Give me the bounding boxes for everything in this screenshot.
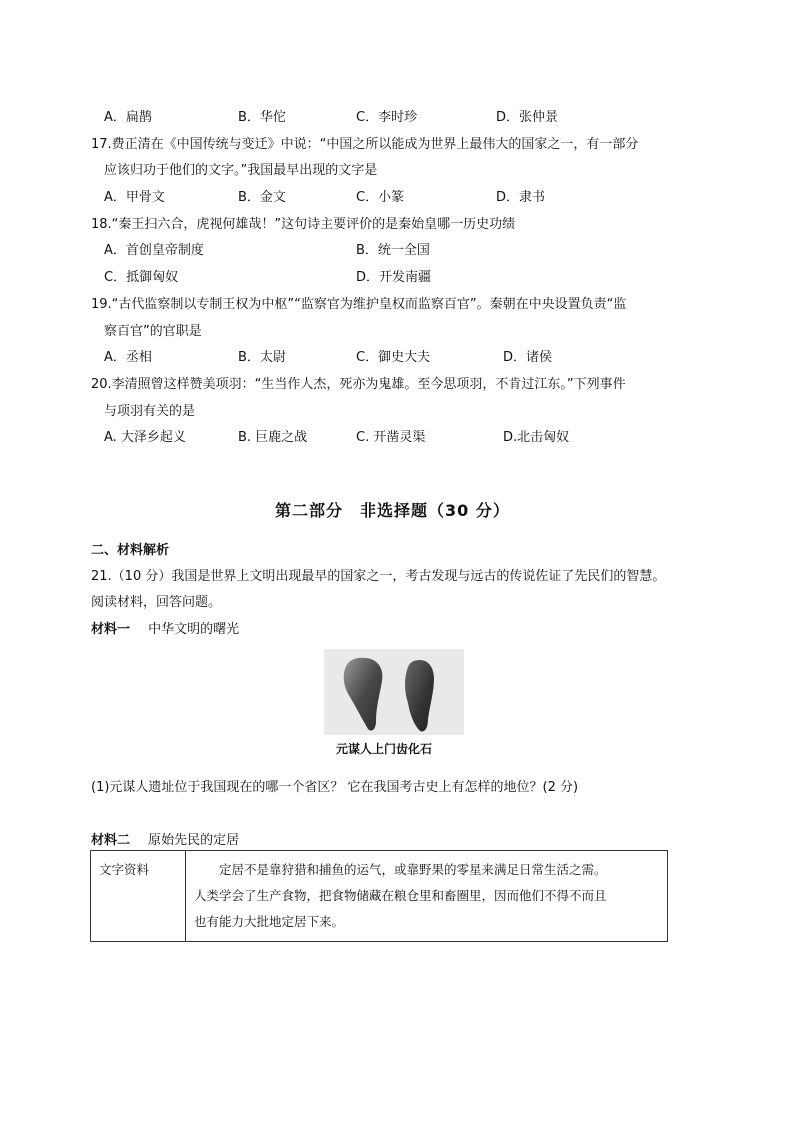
q17-option-a: A．甲骨文 — [104, 190, 165, 205]
q21-stem-line2: 阅读材料，回答问题。 — [91, 595, 222, 610]
table-text-line3: 也有能力大批地定居下来。 — [194, 914, 345, 929]
q18-stem: 18.“秦王扫六合，虎视何雄哉！”这句诗主要评价的是秦始皇哪一历史功绩 — [91, 217, 516, 232]
q20-option-b: B. 巨鹿之战 — [238, 430, 308, 445]
tooth-fossil-image — [324, 649, 464, 735]
q21-stem-line1: 21.（10 分）我国是世界上文明出现最早的国家之一，考古发现与远古的传说佐证了先民们的智慧。 — [91, 569, 666, 584]
table-row — [91, 851, 668, 942]
material1-heading — [91, 618, 239, 637]
q20-option-a: A. 大泽乡起义 — [104, 430, 186, 445]
q17-stem-line1: 17.费正清在《中国传统与变迁》中说：“中国之所以能成为世界上最伟大的国家之一，有一部分 — [91, 137, 639, 152]
tooth-fossil-graphic — [324, 649, 464, 735]
q19-option-d: D．诸侯 — [503, 350, 553, 365]
q20-stem-line2: 与项羽有关的是 — [104, 404, 196, 419]
material1-title: 中华文明的曙光 — [148, 622, 240, 637]
q21-subquestion-1: (1)元谋人遗址位于我国现在的哪一个省区？ 它在我国考古史上有怎样的地位？(2 分) — [91, 780, 579, 795]
q20-option-c: C. 开凿灵渠 — [356, 430, 426, 445]
part2-title: 第二部分 非选择题（30 分） — [275, 501, 510, 520]
material2-heading — [91, 829, 239, 848]
q18-option-d: D．开发南疆 — [356, 270, 432, 285]
q18-option-c: C．抵御匈奴 — [104, 270, 179, 285]
q17-option-b: B．金文 — [238, 190, 286, 205]
table-label-cell: 文字资料 — [91, 851, 186, 942]
q16-option-b: B．华佗 — [238, 110, 286, 125]
material2-label: 材料二 — [91, 833, 131, 848]
section-heading: 二、材料解析 — [91, 543, 170, 558]
q19-stem-line1: 19.“古代监察制以专制王权为中枢”“监察官为维护皇权而监察百官”。秦朝在中央设置负责“监 — [91, 297, 627, 312]
q19-option-b: B．太尉 — [238, 350, 286, 365]
q20-stem-line1: 20.李清照曾这样赞美项羽：“生当作人杰，死亦为鬼雄。至今思项羽，不肯过江东。”下列事件 — [91, 377, 626, 392]
q17-stem-line2: 应该归功于他们的文字。”我国最早出现的文字是 — [104, 163, 378, 178]
q18-option-a: A．首创皇帝制度 — [104, 243, 204, 258]
table-content-cell — [186, 851, 668, 942]
q18-option-b: B．统一全国 — [356, 243, 430, 258]
q20-option-d: D.北击匈奴 — [503, 430, 570, 445]
q16-option-a: A．扁鹊 — [104, 110, 152, 125]
material2-table — [90, 850, 668, 942]
q19-option-c: C．御史大夫 — [356, 350, 431, 365]
q17-option-c: C．小篆 — [356, 190, 405, 205]
q19-option-a: A．丞相 — [104, 350, 152, 365]
q17-option-d: D．隶书 — [496, 190, 546, 205]
q19-stem-line2: 察百官”的官职是 — [104, 324, 202, 339]
image-caption: 元谋人上门齿化石 — [336, 742, 433, 756]
q16-option-d: D．张仲景 — [496, 110, 559, 125]
table-text-line2: 人类学会了生产食物，把食物储藏在粮仓里和畜圈里，因而他们不得不而且 — [194, 888, 607, 903]
material1-label: 材料一 — [91, 622, 131, 637]
material2-title: 原始先民的定居 — [148, 833, 240, 848]
q16-option-c: C．李时珍 — [356, 110, 418, 125]
table-text-line1: 定居不是靠狩猎和捕鱼的运气，或靠野果的零星来满足日常生活之需。 — [219, 862, 607, 877]
